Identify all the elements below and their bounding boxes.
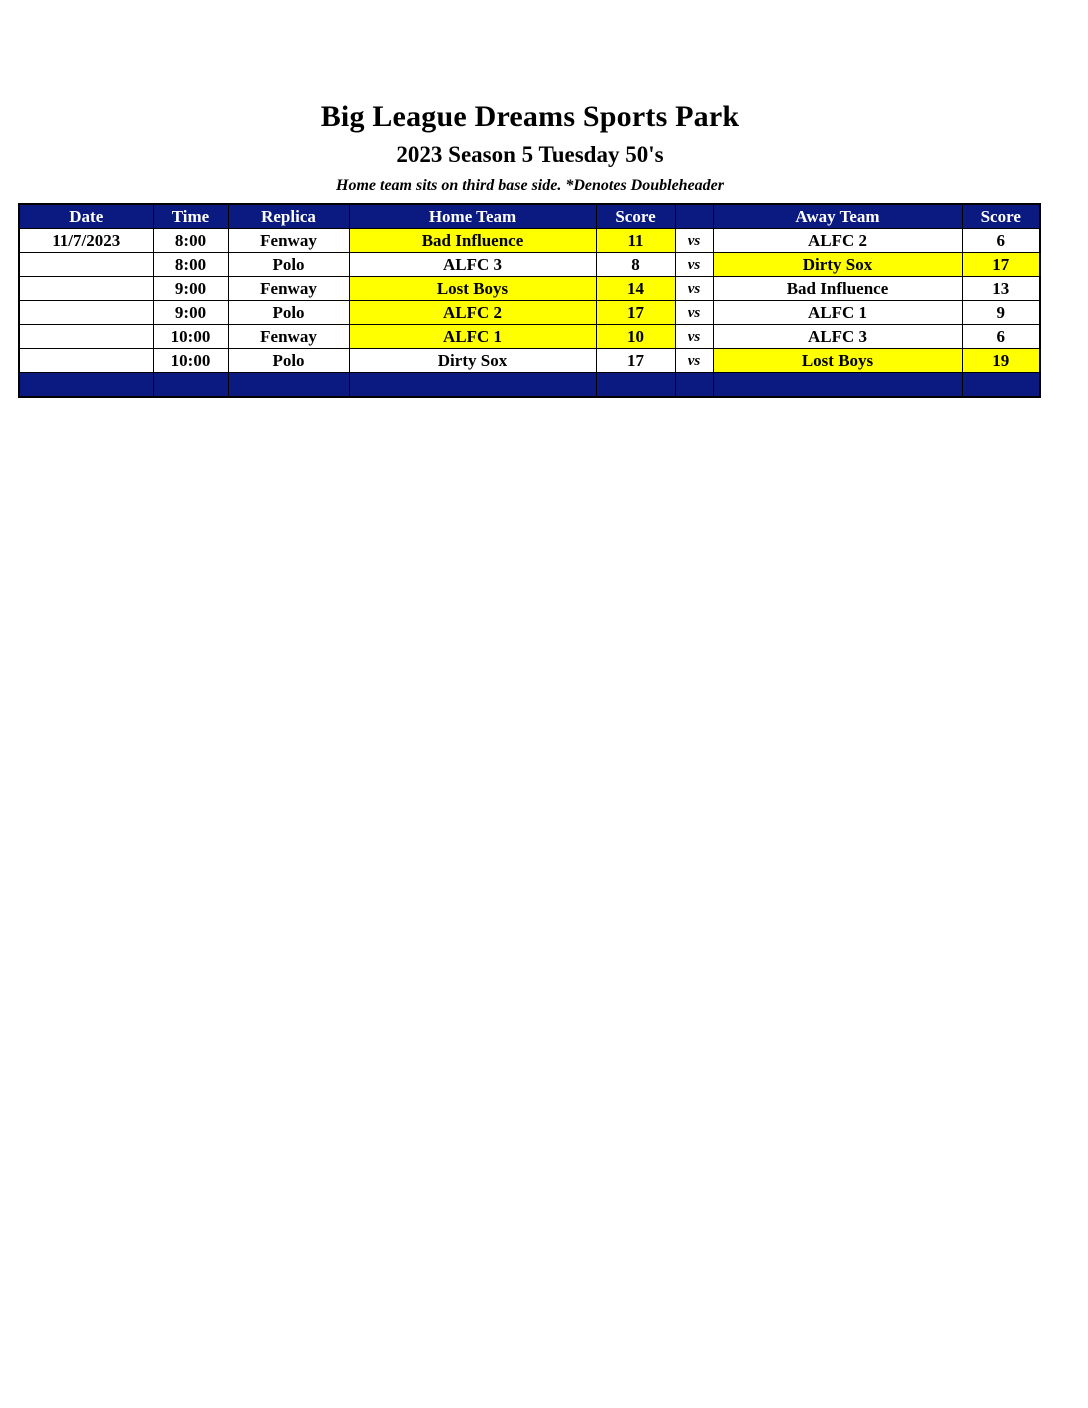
column-header-home-score: Score	[596, 204, 675, 229]
table-row	[19, 301, 1040, 325]
cell-away-score: 6	[962, 325, 1040, 349]
cell-home-score: 14	[596, 277, 675, 301]
cell-home-team: Lost Boys	[349, 277, 596, 301]
cell-date: 11/7/2023	[19, 229, 153, 253]
footer-cell	[675, 373, 713, 398]
cell-home-team: ALFC 1	[349, 325, 596, 349]
column-header-vs	[675, 204, 713, 229]
page-title: Big League Dreams Sports Park	[320, 100, 740, 133]
cell-away-score: 17	[962, 253, 1040, 277]
footer-cell	[713, 373, 962, 398]
column-header-replica: Replica	[228, 204, 349, 229]
footer-cell	[153, 373, 228, 398]
cell-home-team: ALFC 2	[349, 301, 596, 325]
column-header-away-score: Score	[962, 204, 1040, 229]
cell-away-score: 19	[962, 349, 1040, 373]
cell-home-team: ALFC 3	[349, 253, 596, 277]
cell-away-score: 13	[962, 277, 1040, 301]
cell-date	[19, 301, 153, 325]
table-row	[19, 325, 1040, 349]
cell-vs: vs	[675, 253, 713, 277]
cell-vs: vs	[675, 325, 713, 349]
cell-away-team: Dirty Sox	[713, 253, 962, 277]
schedule-table	[18, 203, 1041, 398]
table-footer-row	[19, 373, 1040, 398]
cell-date	[19, 277, 153, 301]
cell-away-team: Lost Boys	[713, 349, 962, 373]
cell-date	[19, 253, 153, 277]
cell-away-team: Bad Influence	[713, 277, 962, 301]
cell-replica: Fenway	[228, 229, 349, 253]
cell-replica: Polo	[228, 301, 349, 325]
table-row	[19, 349, 1040, 373]
cell-home-team: Dirty Sox	[349, 349, 596, 373]
column-header-time: Time	[153, 204, 228, 229]
footer-cell	[349, 373, 596, 398]
table-row	[19, 253, 1040, 277]
cell-time: 10:00	[153, 349, 228, 373]
cell-vs: vs	[675, 349, 713, 373]
cell-home-score: 11	[596, 229, 675, 253]
footer-cell	[19, 373, 153, 398]
cell-time: 8:00	[153, 253, 228, 277]
footer-cell	[962, 373, 1040, 398]
schedule-note: Home team sits on third base side. *Denotes Doubleheader	[336, 177, 724, 194]
cell-replica: Fenway	[228, 277, 349, 301]
cell-away-team: ALFC 2	[713, 229, 962, 253]
footer-cell	[596, 373, 675, 398]
column-header-away-team: Away Team	[713, 204, 962, 229]
cell-home-score: 17	[596, 301, 675, 325]
cell-vs: vs	[675, 229, 713, 253]
footer-cell	[228, 373, 349, 398]
table-row	[19, 229, 1040, 253]
column-header-home-team: Home Team	[349, 204, 596, 229]
cell-date	[19, 325, 153, 349]
cell-home-team: Bad Influence	[349, 229, 596, 253]
cell-time: 8:00	[153, 229, 228, 253]
cell-home-score: 10	[596, 325, 675, 349]
cell-time: 10:00	[153, 325, 228, 349]
cell-home-score: 17	[596, 349, 675, 373]
schedule-body	[19, 229, 1040, 373]
cell-home-score: 8	[596, 253, 675, 277]
cell-vs: vs	[675, 301, 713, 325]
cell-away-score: 9	[962, 301, 1040, 325]
page-subtitle: 2023 Season 5 Tuesday 50's	[396, 142, 664, 167]
cell-away-team: ALFC 1	[713, 301, 962, 325]
table-row	[19, 277, 1040, 301]
cell-time: 9:00	[153, 277, 228, 301]
cell-replica: Fenway	[228, 325, 349, 349]
cell-replica: Polo	[228, 253, 349, 277]
cell-time: 9:00	[153, 301, 228, 325]
cell-away-team: ALFC 3	[713, 325, 962, 349]
table-header-row	[19, 204, 1040, 229]
cell-away-score: 6	[962, 229, 1040, 253]
cell-vs: vs	[675, 277, 713, 301]
column-header-date: Date	[19, 204, 153, 229]
cell-date	[19, 349, 153, 373]
cell-replica: Polo	[228, 349, 349, 373]
